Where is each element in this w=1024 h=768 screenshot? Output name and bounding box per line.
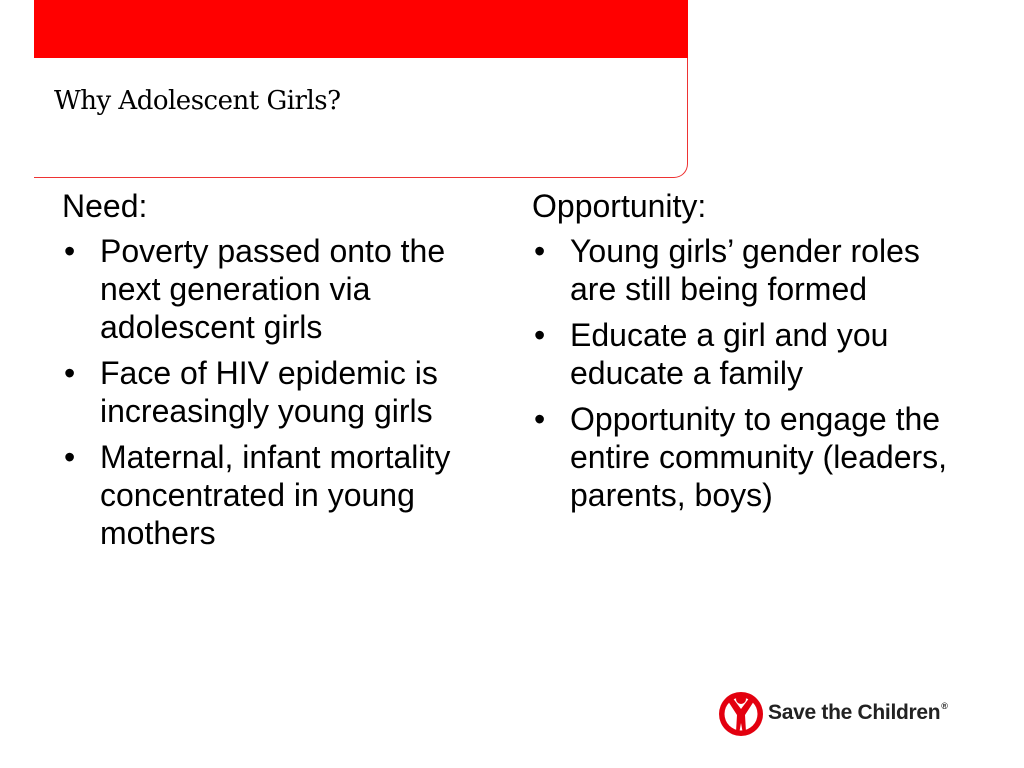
list-item: • Face of HIV epidemic is increasingly young girls [62,354,502,430]
list-item: • Educate a girl and you educate a family [532,316,952,392]
opportunity-list [532,232,952,514]
save-the-children-figure-icon [716,688,766,738]
need-column [62,186,502,560]
save-the-children-logo [716,686,966,740]
opportunity-column [532,186,952,522]
list-item: • Poverty passed onto the next generation via adolescent girls [62,232,502,346]
list-item: • Maternal, infant mortality concentrated in young mothers [62,438,502,552]
slide-title: Why Adolescent Girls? [54,86,341,116]
opportunity-heading: Opportunity: [532,188,707,224]
need-heading: Need: [62,188,148,224]
header-red-bar [34,0,688,58]
logo-text: Save the Children® [768,701,948,724]
title-frame [34,58,688,178]
need-list [62,232,502,552]
list-item: • Young girls’ gender roles are still being formed [532,232,952,308]
list-item: • Opportunity to engage the entire community (leaders, parents, boys) [532,400,952,514]
